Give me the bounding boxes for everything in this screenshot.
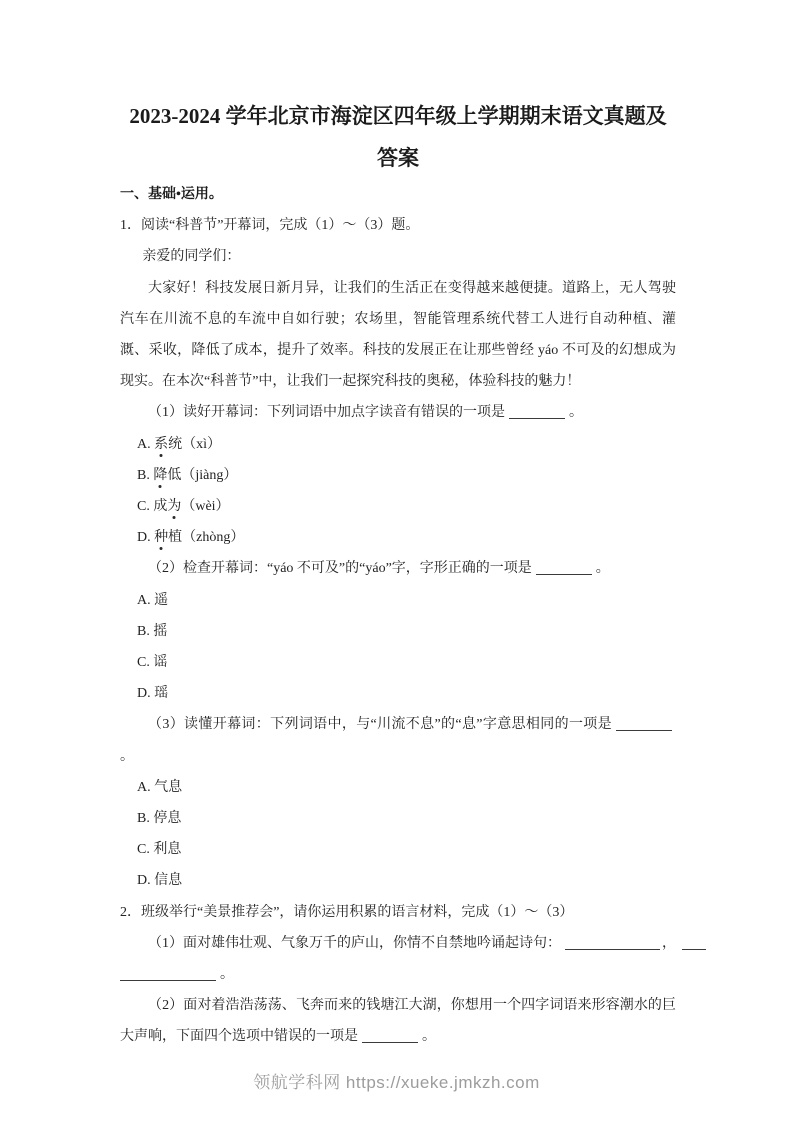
q1-salutation: 亲爱的同学们： (142, 249, 241, 265)
q1-sub-question-2 (120, 553, 676, 584)
q2-sub-question-1-line-2 (120, 959, 676, 990)
q1-sub3-text: （3）读懂开幕词：下列词语中，与“川流不息”的“息”字意思相同的一项是 (148, 717, 612, 733)
q1-sub3-option-d: D. 信息 (137, 873, 183, 889)
watermark-footer: 领航学科网 https://xueke.jmkzh.com (253, 1073, 540, 1092)
option-rest: 统（xì） (168, 436, 222, 452)
q1-sub1-text: （1）读好开幕词：下列词语中加点字读音有错误的一项是 (148, 405, 505, 421)
option-prefix: D. (137, 530, 155, 546)
answer-blank (616, 718, 672, 731)
answer-blank (362, 1030, 418, 1043)
question-2-stem: 2．班级举行“美景推荐会”，请你运用积累的语言材料，完成（1）～（3） (120, 904, 574, 920)
section-heading: 一、基础•运用。 (120, 187, 223, 202)
q1-sub3-suffix: 。 (120, 748, 134, 764)
option-rest: 植（zhòng） (168, 530, 245, 546)
q2-sub1-text: （1）面对雄伟壮观、气象万千的庐山，你情不自禁地吟诵起诗句： (148, 935, 561, 951)
emphasis-dotted-char: 降 (153, 467, 168, 483)
answer-blank (536, 562, 592, 575)
q1-sub-question-3 (120, 709, 676, 771)
q2-sub2-text: （2）面对着浩浩荡荡、飞奔而来的钱塘江大湖，你想用一个四字词语来形容潮水的巨大声响，下面四个选项中错误的一项是 (120, 998, 676, 1045)
q1-sub1-option-b (120, 460, 676, 491)
answer-blank (120, 968, 216, 981)
answer-blank (565, 937, 660, 950)
document-content (120, 95, 676, 1053)
q1-sub3-option-a: A. 气息 (137, 779, 183, 795)
answer-blank (682, 937, 706, 950)
question-1-stem: 1．阅读“科普节”开幕词，完成（1）～（3）题。 (120, 218, 420, 234)
q1-sub2-text: （2）检查开幕词：“yáo 不可及”的“yáo”字，字形正确的一项是 (148, 561, 532, 577)
q2-sub-question-1-line-1 (120, 928, 676, 959)
answer-blank (509, 406, 565, 419)
q1-sub1-suffix: 。 (569, 405, 583, 421)
q1-sub2-option-d: D. 瑶 (137, 686, 169, 702)
q2-sub-question-2 (120, 990, 676, 1052)
q2-sub1-comma: ， (662, 935, 676, 951)
q1-intro-paragraph: 大家好！科技发展日新月异，让我们的生活正在变得越来越便捷。道路上，无人驾驶汽车在川流不息的车流中自如行驶；农场里，智能管理系统代替工人进行自动种植、灌溉、采收，降低了成本，提升了效率。科技的发展正在让那些曾经 yáo 不可及的幻想成为现实。在本次“科普节”中，让我们一起探究科技的奥秘，体验科技的魅力！ (120, 280, 676, 390)
q2-sub1-period: 。 (220, 967, 234, 983)
q1-sub1-option-d (120, 522, 676, 553)
q1-sub2-option-c: C. 谣 (137, 655, 168, 671)
emphasis-dotted-char: 系 (154, 436, 169, 452)
q1-sub3-option-c: C. 利息 (137, 842, 182, 858)
page-title-line-1: 2023-2024 学年北京市海淀区四年级上学期期末语文真题及 (129, 104, 667, 128)
option-rest: （wèi） (181, 499, 230, 515)
option-prefix: C. 成 (137, 499, 168, 515)
q1-sub2-option-a: A. 遥 (137, 592, 169, 608)
q1-sub1-option-c (120, 491, 676, 522)
q1-sub-question-1 (120, 397, 676, 428)
option-rest: 低（jiàng） (167, 467, 238, 483)
q1-sub2-suffix: 。 (595, 561, 610, 577)
q1-sub3-option-b: B. 停息 (137, 811, 182, 827)
q1-sub2-option-b: B. 摇 (137, 623, 168, 639)
page-title (120, 95, 676, 179)
option-prefix: B. (137, 467, 154, 483)
q2-sub2-suffix: 。 (422, 1029, 436, 1045)
emphasis-dotted-char: 为 (167, 499, 182, 515)
q1-sub1-option-a (120, 429, 676, 460)
option-prefix: A. (137, 436, 155, 452)
emphasis-dotted-char: 种 (154, 530, 169, 546)
page-title-line-2: 答案 (377, 146, 419, 170)
